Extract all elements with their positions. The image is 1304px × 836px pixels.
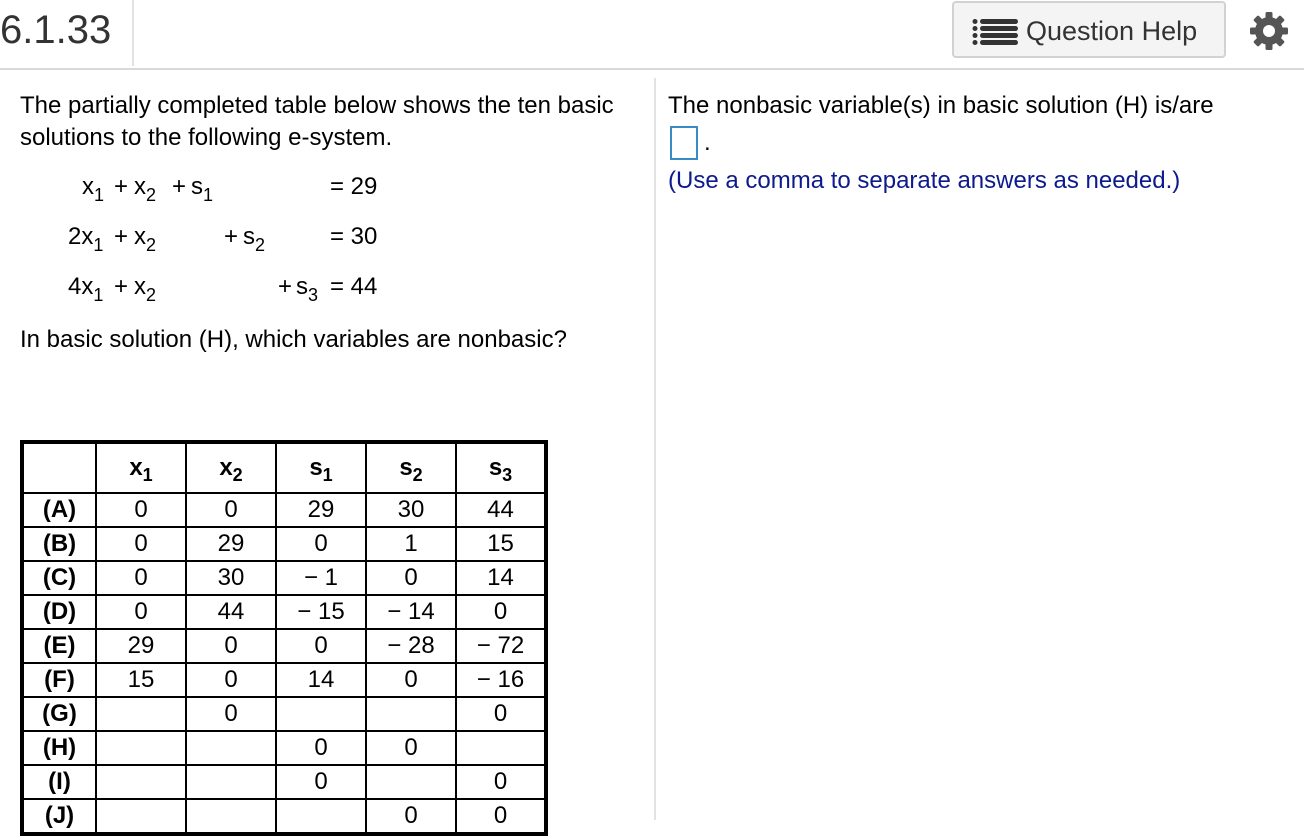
row-label: (I) [22,765,96,799]
table-cell: 0 [456,765,546,799]
table-cell [456,731,546,765]
table-cell: − 1 [276,561,366,595]
header-bar [0,0,1304,70]
table-row [22,731,546,765]
table-cell [276,697,366,731]
table-cell [96,697,186,731]
table-cell: 14 [456,561,546,595]
eq1-op1: + [114,173,129,200]
table-cell: 0 [276,629,366,663]
eq3-op1: + [114,273,129,300]
column-header: $x_1$ [96,442,186,493]
question-number: 6.1.33 [0,8,112,52]
eq1-rhs: = 29 [330,173,378,200]
row-label: (C) [22,561,96,595]
eq1-x2: $x_2$ [134,173,157,205]
header-divider [132,0,134,66]
row-label: (A) [22,493,96,527]
table-cell: 0 [366,731,456,765]
table-cell: − 14 [366,595,456,629]
table-row [22,629,546,663]
table-row [22,493,546,527]
table-cell: 14 [276,663,366,697]
table-cell [96,765,186,799]
answer-period: . [704,129,711,156]
table-cell [186,799,276,834]
table-body [22,493,546,834]
basic-solutions-table [20,440,548,836]
eq1-op2: + [172,173,187,200]
table-cell: 29 [276,493,366,527]
table-cell: 0 [186,629,276,663]
eq1-x1: $x_1$ [82,173,105,205]
table-cell [96,799,186,834]
problem-pane [0,70,654,829]
gear-icon[interactable] [1248,10,1290,52]
table-cell: 30 [366,493,456,527]
table-cell: 29 [186,527,276,561]
column-header: $s_2$ [366,442,456,493]
eq1-s: $s_1$ [191,173,214,205]
table-cell: 15 [456,527,546,561]
table-row [22,663,546,697]
list-icon [972,18,1018,46]
table-cell: 0 [276,765,366,799]
table-cell: 0 [276,527,366,561]
table-cell: 0 [96,595,186,629]
table-cell: 0 [276,731,366,765]
column-header: $x_2$ [186,442,276,493]
table-cell [186,731,276,765]
eq2-x1: $2x_1$ [68,223,104,255]
header-corner [22,442,96,493]
table-cell: 44 [186,595,276,629]
table-header-row [22,442,546,493]
eq3-s: $s_3$ [296,273,319,305]
table-row [22,527,546,561]
table-cell: − 28 [366,629,456,663]
table-cell: 0 [186,697,276,731]
table-cell: − 15 [276,595,366,629]
column-header: $s_3$ [456,442,546,493]
row-label: (E) [22,629,96,663]
row-label: (J) [22,799,96,834]
table-row [22,697,546,731]
question-help-label: Question Help [1026,16,1198,46]
table-cell [366,765,456,799]
table-cell: 0 [186,493,276,527]
eq3-x2: $x_2$ [134,273,157,305]
table-cell: 0 [366,561,456,595]
eq2-op1: + [114,223,129,250]
eq3-op2: + [278,273,293,300]
table-cell: 1 [366,527,456,561]
row-label: (F) [22,663,96,697]
answer-hint: (Use a comma to separate answers as needed.) [668,167,1181,194]
table-cell: 0 [456,595,546,629]
table-row [22,765,546,799]
answer-pane [656,70,1304,820]
eq2-s: $s_2$ [243,223,266,255]
problem-question: In basic solution (H), which variables are nonbasic? [20,326,567,353]
table-cell: 0 [456,697,546,731]
table-cell [276,799,366,834]
eq2-op2: + [224,223,239,250]
table-row [22,595,546,629]
row-label: (G) [22,697,96,731]
table-cell: 0 [186,663,276,697]
problem-intro: The partially completed table below shows the ten basic solutions to the following e-system. [20,92,614,151]
table-cell: 0 [96,527,186,561]
answer-input[interactable] [670,126,698,160]
table-cell: − 72 [456,629,546,663]
table-row [22,799,546,834]
row-label: (B) [22,527,96,561]
table-cell: 0 [456,799,546,834]
table-cell: − 16 [456,663,546,697]
table-row [22,561,546,595]
table-cell: 0 [96,561,186,595]
eq2-rhs: = 30 [330,223,378,250]
table-cell: 30 [186,561,276,595]
answer-prompt: The nonbasic variable(s) in basic solution (H) is/are [668,92,1214,119]
table-cell: 0 [366,663,456,697]
table-cell: 29 [96,629,186,663]
row-label: (D) [22,595,96,629]
eq3-x1: $4x_1$ [68,273,104,305]
table-cell: 0 [96,493,186,527]
table-cell: 44 [456,493,546,527]
table-cell [366,697,456,731]
table-cell [96,731,186,765]
eq3-rhs: = 44 [330,273,378,300]
eq2-x2: $x_2$ [134,223,157,255]
table-cell: 0 [366,799,456,834]
table-cell: 15 [96,663,186,697]
column-header: $s_1$ [276,442,366,493]
row-label: (H) [22,731,96,765]
table-cell [186,765,276,799]
question-help-button[interactable] [952,1,1226,58]
